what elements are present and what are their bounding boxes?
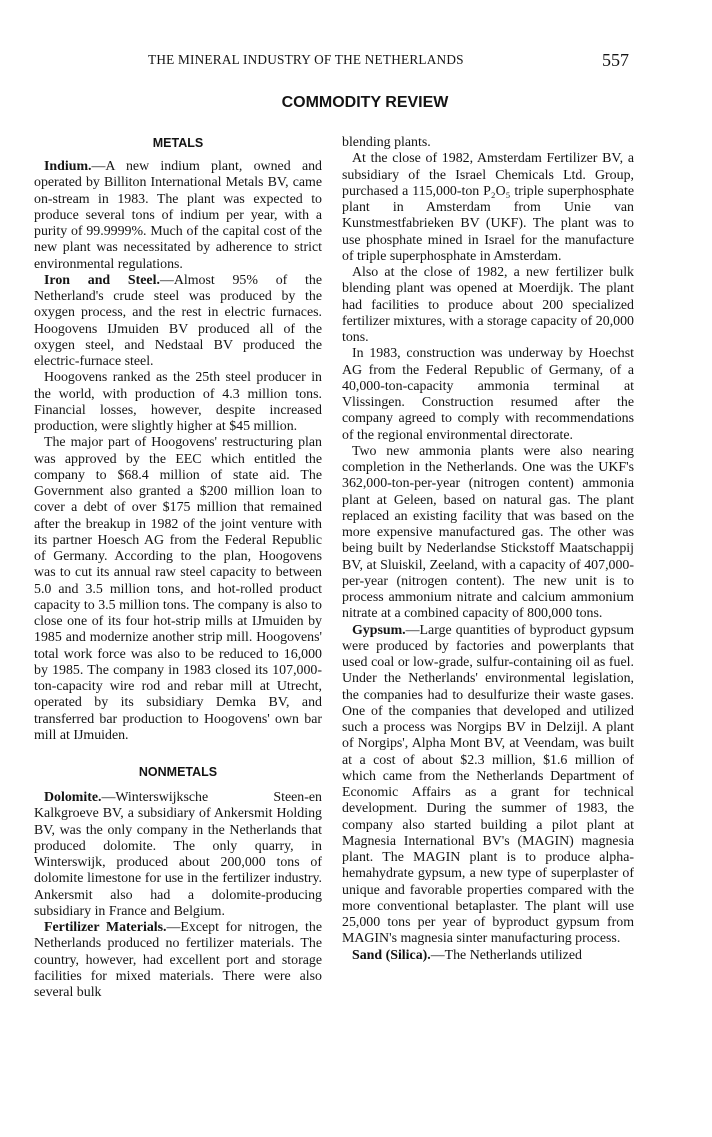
iron-steel-title: Iron and Steel. bbox=[44, 272, 160, 288]
dolomite-paragraph bbox=[34, 790, 322, 920]
sand-text: —The Netherlands utilized bbox=[430, 947, 582, 963]
iron-steel-paragraph bbox=[34, 273, 322, 371]
fertilizer-paragraph bbox=[34, 920, 322, 1001]
running-head: THE MINERAL INDUSTRY OF THE NETHERLANDS bbox=[148, 52, 464, 67]
indium-text: —A new indium plant, owned and operated by Billiton International Metals BV, came on-stream in 1983. The plant was expected to produce several tons of indium per year, with a purity of 99.9999%. Much of the capital cost of the new plant was necessitated by adherence to strict environmental regulations. bbox=[34, 159, 322, 272]
moerdijk-paragraph: Also at the close of 1982, a new fertilizer bulk blending plant was opened at Moerdijk. The plant had facilities to produce about 200 specialized fertilizer mixtures, with a storage capacity of 20,000 tons. bbox=[342, 265, 634, 345]
restructuring-paragraph: The major part of Hoogovens' restructuring plan was approved by the EEC which entitled the company to $68.4 million of state aid. The Government also granted a $200 million loan to cover a debt of over $175 million that remained after the breakup in 1982 of the joint venture with its partner Hoesch AG from the Federal Republic of Germany. According to the plan, Hoogovens was to cut its annual raw steel capacity to between 5.0 and 3.5 million tons, and hot-rolled product capacity to 3.5 million tons. The company is also to close one of its four hot-strip mills at IJmuiden by 1985 and modernize another strip mill. Hoogovens' total work force was also to be reduced to 16,000 by 1985. The company in 1983 closed its 107,000-ton-capacity wire rod and rebar mill at Utrecht, operated by its subsidiary Demka BV, and transferred bar production to Hoogovens' own bar mill at IJmuiden. bbox=[34, 435, 322, 743]
ammonia-paragraph: Two new ammonia plants were also nearing completion in the Netherlands. One was the UKF's 362,000-ton-per-year (nitrogen content) ammonia plant at Geleen, based on natural gas. The plant replaced an existing facility that was based on the more expensive manufactured gas. The other was being built by Nederlandse Stickstoff Maatschappij BV, at Sluiskil, Zeeland, with a capacity of 407,000-per-year (nitrogen content). The new unit is to process ammonium nitrate and calcium ammonium nitrate at a combined capacity of 800,000 tons. bbox=[342, 443, 634, 622]
dolomite-text: —Winterswijksche Steen-en Kalkgroeve BV, a subsidiary of Ankersmit Holding BV, was the only company in the Netherlands that produced dolomite. The only quarry, in Winterswijk, produced about 200,000 tons of dolomite limestone for use in the fertilizer industry. Ankersmit also had a dolomite-producing subsidiary in France and Belgium. bbox=[34, 790, 322, 919]
indium-paragraph bbox=[34, 159, 322, 273]
continuation-text: blending plants. bbox=[342, 135, 431, 150]
gypsum-text: —Large quantities of byproduct gypsum were produced by factories and powerplants that used coal or low-grade, sulfur-containing oil as fuel. Under the Netherlands' environmental legislation, the companies had to desulfurize their waste gases. One of the companies that developed and utilized such a process was Norgips BV in Delzijl. A plant of Norgips', Alpha Mont BV, at Veendam, was built at a cost of about $2.3 million, $1.6 million of which came from the Netherlands Department of Economic Affairs as a grant for technical development. During the summer of 1983, the company also started building a pilot plant at Magnesia International BV's (MAGIN) magnesia plant. The MAGIN plant is to produce alpha-hemahydrate gypsum, a new type of superplaster of unique and favorable properties compared with the more conventional betaplaster. The plant will use 25,000 tons per year of byproduct gypsum from MAGIN's magnesia sinter manufacturing process. bbox=[342, 622, 634, 947]
left-column bbox=[34, 135, 322, 1001]
section-title: COMMODITY REVIEW bbox=[281, 94, 449, 111]
fertilizer-title: Fertilizer Materials. bbox=[44, 920, 167, 935]
amsterdam-paragraph: At the close of 1982, Amsterdam Fertilizer BV, a subsidiary of the Israel Chemicals Ltd. Group, purchased a 115,000-ton P₂O₅ triple superphosphate plant in Amsterdam from Unie van Kunstmestfabrieken BV (UKF). The plant was to use phosphate mined in Israel for the manufacture of triple superphosphate in Amsterdam. bbox=[342, 151, 634, 264]
page-number: 557 bbox=[602, 50, 629, 70]
nonmetals-heading: NONMETALS bbox=[138, 765, 218, 779]
hoogovens-rank-paragraph: Hoogovens ranked as the 25th steel producer in the world, with production of 4.3 million tons. Financial losses, however, despite increased production, were slightly higher at $45 million. bbox=[34, 370, 322, 434]
sand-paragraph bbox=[342, 948, 634, 964]
fertilizer-text: —Except for nitrogen, the Netherlands produced no fertilizer materials. The country, however, had excellent port and storage facilities for mixed materials. There were also several bulk bbox=[34, 920, 322, 1000]
hoechst-paragraph: In 1983, construction was underway by Hoechst AG from the Federal Republic of Germany, of a 40,000-ton-capacity ammonia terminal at Vlissingen. Construction resumed after the company agreed to comply with recommendations of the regional environmental directorate. bbox=[342, 346, 634, 443]
indium-title: Indium. bbox=[44, 159, 92, 174]
sand-title: Sand (Silica). bbox=[352, 947, 431, 963]
right-column bbox=[342, 135, 634, 964]
metals-heading: METALS bbox=[152, 136, 204, 150]
gypsum-title: Gypsum. bbox=[352, 622, 406, 638]
dolomite-title: Dolomite. bbox=[44, 790, 102, 805]
iron-steel-text: —Almost 95% of the Netherland's crude steel was produced by the oxygen process, and the rest in electric furnaces. Hoogovens IJmuiden BV produced all of the oxygen steel, and Nedstaal BV produced the electric-furnace steel. bbox=[34, 272, 322, 369]
gypsum-paragraph bbox=[342, 623, 634, 948]
